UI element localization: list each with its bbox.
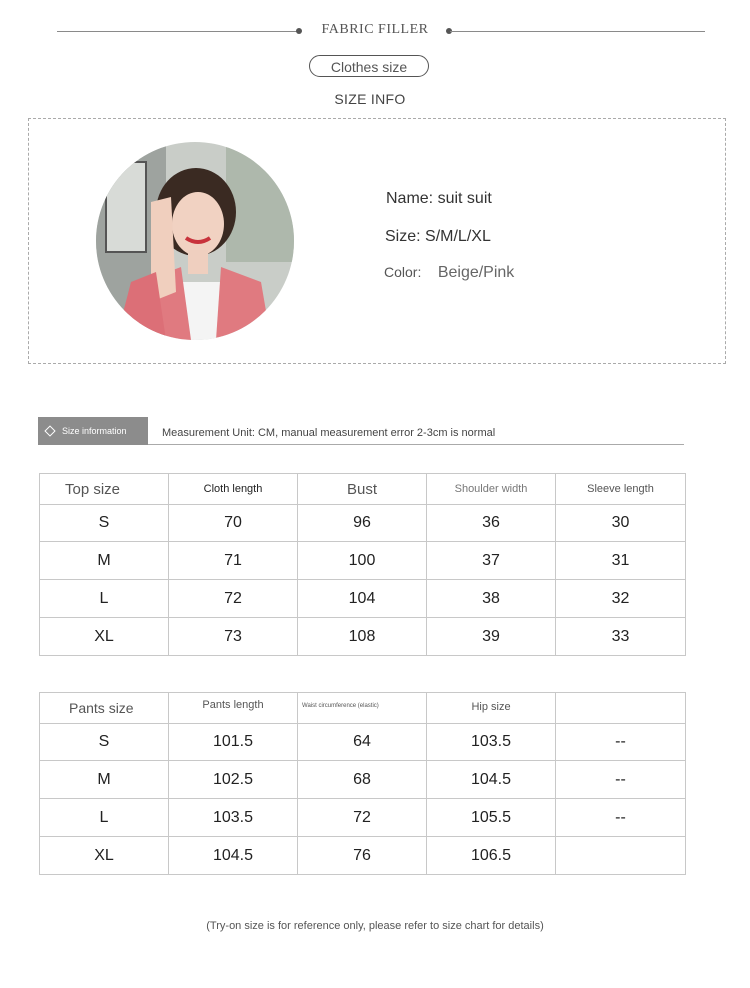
value-cell: 37 bbox=[427, 542, 556, 580]
value-cell: 103.5 bbox=[169, 799, 298, 837]
size-information-label: Size information bbox=[62, 426, 127, 436]
header-cell: Hip size bbox=[427, 693, 556, 724]
name-value: suit suit bbox=[437, 190, 492, 207]
value-cell: 105.5 bbox=[427, 799, 556, 837]
value-cell: 30 bbox=[556, 505, 686, 542]
value-cell: 108 bbox=[298, 618, 427, 656]
value-cell: 76 bbox=[298, 837, 427, 875]
model-portrait bbox=[96, 142, 294, 340]
pants-size-table bbox=[39, 692, 686, 875]
product-name-line bbox=[386, 190, 492, 208]
size-information-tag bbox=[38, 417, 148, 445]
value-cell: 33 bbox=[556, 618, 686, 656]
header-cell bbox=[556, 693, 686, 724]
value-cell: 31 bbox=[556, 542, 686, 580]
value-cell: 101.5 bbox=[169, 724, 298, 761]
header-cell: Cloth length bbox=[169, 474, 298, 505]
value-cell: 68 bbox=[298, 761, 427, 799]
value-cell: 100 bbox=[298, 542, 427, 580]
fabric-title: FABRIC FILLER bbox=[321, 22, 429, 37]
header-cell: Bust bbox=[298, 474, 427, 505]
top-size-table bbox=[39, 473, 686, 656]
value-cell: 102.5 bbox=[169, 761, 298, 799]
value-cell: 70 bbox=[169, 505, 298, 542]
color-value: Beige/Pink bbox=[437, 264, 515, 281]
measurement-note: Measurement Unit: CM, manual measurement error 2-3cm is normal bbox=[162, 427, 496, 439]
table-row bbox=[40, 542, 686, 580]
size-cell: S bbox=[40, 724, 169, 761]
size-value: S/M/L/XL bbox=[425, 228, 491, 245]
value-cell: -- bbox=[556, 799, 686, 837]
value-cell: -- bbox=[556, 761, 686, 799]
size-cell: L bbox=[40, 799, 169, 837]
table-row bbox=[40, 505, 686, 542]
value-cell: 36 bbox=[427, 505, 556, 542]
size-label: Size: bbox=[385, 228, 421, 245]
value-cell: 64 bbox=[298, 724, 427, 761]
diamond-icon bbox=[44, 425, 55, 436]
value-cell: -- bbox=[556, 724, 686, 761]
size-cell: XL bbox=[40, 837, 169, 875]
value-cell: 39 bbox=[427, 618, 556, 656]
name-label: Name: bbox=[386, 190, 434, 207]
footnote: (Try-on size is for reference only, please refer to size chart for details) bbox=[206, 920, 544, 932]
table-row bbox=[40, 761, 686, 799]
measurement-divider bbox=[148, 444, 684, 445]
model-photo-icon bbox=[96, 142, 294, 340]
header-line-right bbox=[450, 31, 705, 32]
table-header-row bbox=[40, 693, 686, 724]
header-cell: Pants length bbox=[169, 693, 298, 724]
value-cell: 106.5 bbox=[427, 837, 556, 875]
size-cell: M bbox=[40, 761, 169, 799]
value-cell: 71 bbox=[169, 542, 298, 580]
header-cell: Top size bbox=[40, 474, 169, 505]
value-cell: 73 bbox=[169, 618, 298, 656]
size-cell: L bbox=[40, 580, 169, 618]
value-cell bbox=[556, 837, 686, 875]
value-cell: 38 bbox=[427, 580, 556, 618]
size-cell: M bbox=[40, 542, 169, 580]
product-size-line bbox=[385, 228, 491, 246]
size-cell: S bbox=[40, 505, 169, 542]
color-label: Color: bbox=[384, 264, 422, 280]
header-cell: Sleeve length bbox=[556, 474, 686, 505]
value-cell: 104.5 bbox=[169, 837, 298, 875]
value-cell: 104 bbox=[298, 580, 427, 618]
product-color-line bbox=[384, 264, 514, 282]
value-cell: 32 bbox=[556, 580, 686, 618]
size-info-heading: SIZE INFO bbox=[334, 91, 406, 107]
table-row bbox=[40, 837, 686, 875]
size-cell: XL bbox=[40, 618, 169, 656]
table-row bbox=[40, 799, 686, 837]
value-cell: 72 bbox=[169, 580, 298, 618]
header-line-left bbox=[57, 31, 298, 32]
value-cell: 72 bbox=[298, 799, 427, 837]
header-cell: Pants size bbox=[40, 693, 169, 724]
header-cell: Waist circumference (elastic) bbox=[298, 693, 427, 724]
table-row bbox=[40, 724, 686, 761]
table-row bbox=[40, 580, 686, 618]
value-cell: 103.5 bbox=[427, 724, 556, 761]
clothes-size-pill: Clothes size bbox=[309, 55, 429, 77]
value-cell: 96 bbox=[298, 505, 427, 542]
value-cell: 104.5 bbox=[427, 761, 556, 799]
table-header-row bbox=[40, 474, 686, 505]
header-cell: Shoulder width bbox=[427, 474, 556, 505]
table-row bbox=[40, 618, 686, 656]
